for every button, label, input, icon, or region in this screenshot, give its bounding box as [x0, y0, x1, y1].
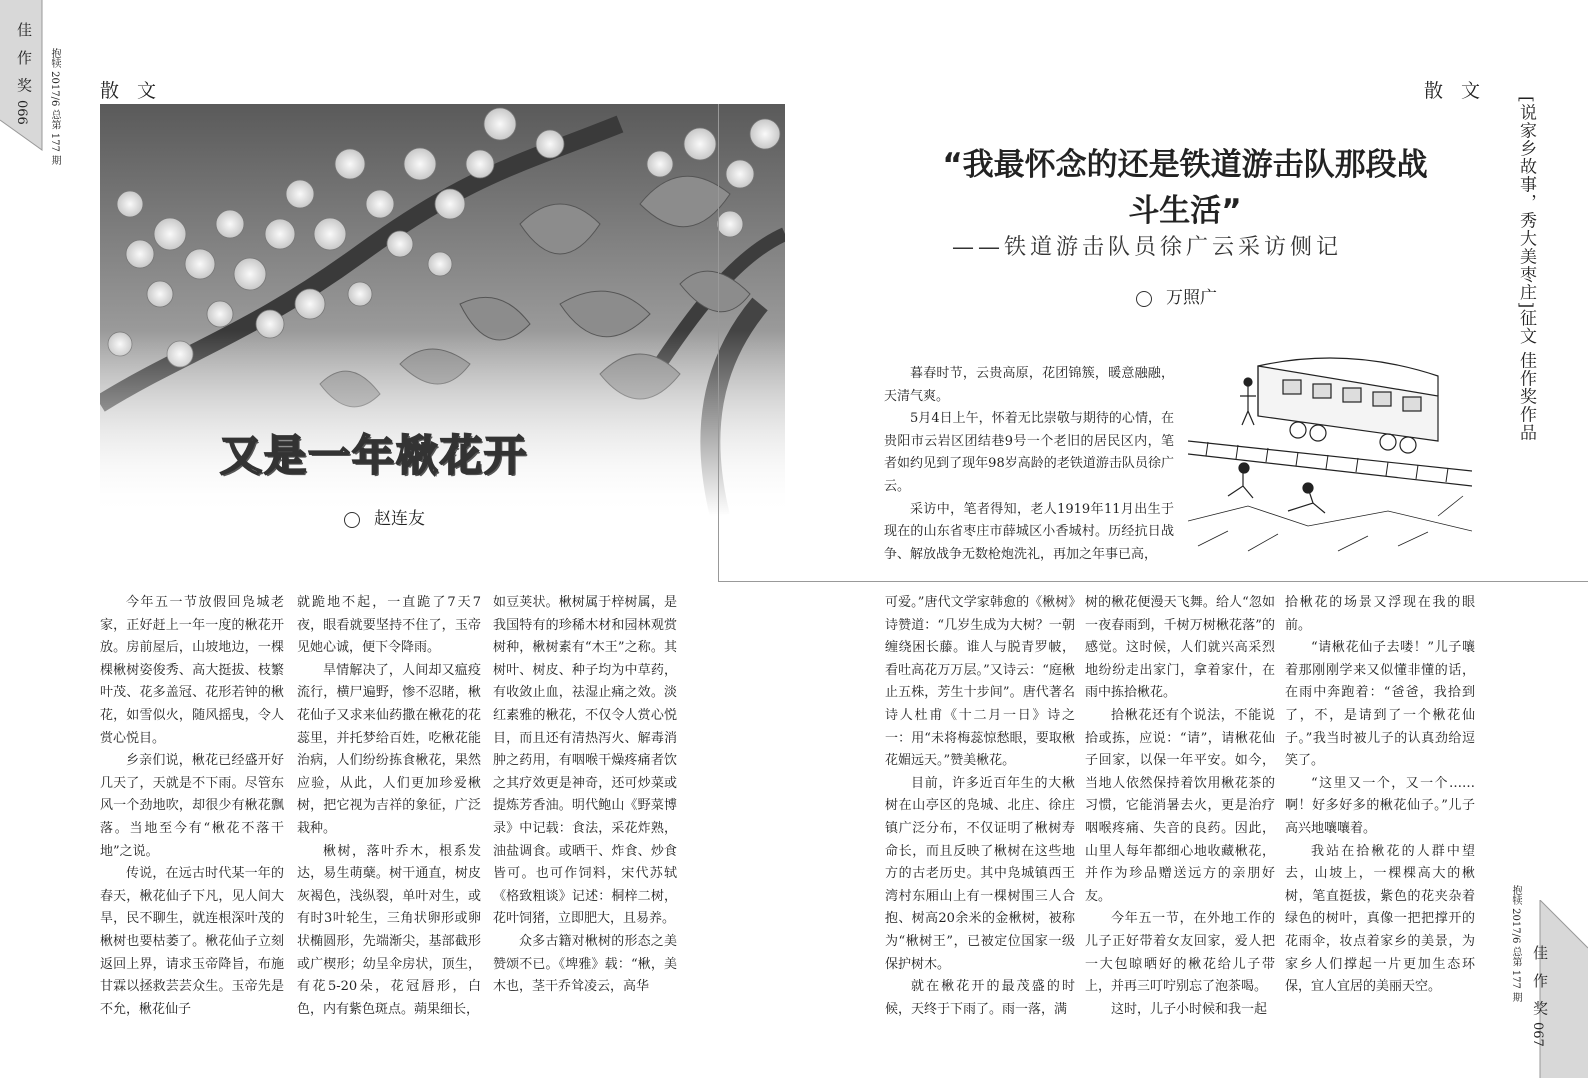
paragraph: 这时，儿子小时候和我一起	[1111, 1001, 1268, 1017]
paragraph: 目前，许多近百年生的大楸树在山亭区的凫城、北庄、徐庄镇广泛分布，不仅证明了楸树寿命长，而且反映了楸树在这些地方的古老历史。其中凫城镇西王湾村东厢山上有一棵树围三人合抱、树高20余米的金楸树，被称为“楸树王”，已被定位国家一级保护树木。	[885, 775, 1075, 972]
author-ring-icon	[344, 512, 360, 528]
paragraph: 拾楸花还有个说法，不能说拾或拣，应说：“请”，请楸花仙子回家，以保一年平安。如今，当地人依然保持着饮用楸花茶的习惯，它能消暑去火，更是治疗咽喉疼痛、失音的良药。因此，山里人每年都细心地收藏楸花，并作为珍品赠送远方的亲朋好友。	[1085, 707, 1275, 904]
paragraph: 5月4日上午，怀着无比崇敬与期待的心情，在贵阳市云岩区团结巷9号一个老旧的居民区内，笔者如约见到了现年98岁高龄的老铁道游击队员徐广云。	[884, 411, 1174, 494]
author-ring-icon	[1136, 291, 1152, 307]
article-subtitle: ——铁道游击队员徐广云采访侧记	[952, 235, 1343, 260]
paragraph: 拾楸花的场景又浮现在我的眼前。	[1285, 595, 1475, 633]
left-column-2	[297, 592, 481, 1021]
author-name-left: 赵连友	[374, 509, 425, 529]
article-title: “我最怀念的还是铁道游击队那段战斗生活”	[942, 147, 1428, 229]
page-number-right: 067	[1530, 1022, 1545, 1047]
paragraph: 树的楸花便漫天飞舞。给人“忽如一夜春雨到，千树万树楸花落”的感觉。这时候，人们就兴高采烈地纷纷走出家门，拿着家什，在雨中拣拾楸花。	[1085, 595, 1275, 701]
side-tab-label-right: 佳 作 奖	[1531, 945, 1549, 1020]
hero-title: 又是一年楸花开	[220, 431, 529, 480]
series-label: [说家乡故事，秀大美枣庄]征文 佳作奖作品	[1516, 96, 1536, 442]
author-right	[1136, 283, 1217, 308]
left-column-1	[100, 592, 284, 1021]
paragraph: “请楸花仙子去喽！”儿子嚷着那刚刚学来又似懂非懂的话，在雨中奔跑着：“爸爸，我拾到了，不，是请到了一个楸花仙子。”我当时被儿子的认真劲给逗笑了。	[1285, 640, 1475, 769]
side-tab-label-left: 佳 作 奖	[15, 22, 33, 97]
paragraph: 今年五一节放假回凫城老家，正好赶上一年一度的楸花开放。房前屋后，山坡地边，一棵棵楸树姿俊秀、高大挺拔、枝繁叶茂、花多盖冠、花形若钟的楸花，如雪似火，随风摇曳，令人赏心悦目。	[100, 595, 284, 746]
paragraph: 传说，在远古时代某一年的春天，楸花仙子下凡，见人间大旱，民不聊生，就连根深叶茂的楸树也要枯萎了。楸花仙子立刻返回上界，请求玉帝降旨，布施甘霖以拯救芸芸众生。玉帝先是不允，楸花仙子	[100, 866, 284, 1017]
train-illustration	[1188, 346, 1472, 556]
section-label-right: 散 文	[1424, 80, 1487, 102]
intro-text	[884, 363, 1174, 566]
paragraph: 今年五一节，在外地工作的儿子正好带着女友回家，爱人把一大包晾晒好的楸花给儿子带上，并再三叮咛别忘了泡茶喝。	[1085, 911, 1275, 995]
right-column-3	[1285, 592, 1475, 999]
paragraph: 楸树，落叶乔木，根系发达，易生萌蘖。树干通直，树皮灰褐色，浅纵裂，单叶对生，或有时3叶轮生，三角状卵形或卵状椭圆形，先端渐尖，基部截形或广楔形；幼呈伞房状，顶生，有花5-20朵，花冠唇形，白色，内有紫色斑点。蒴果细长，	[297, 843, 481, 1017]
right-column-1	[885, 592, 1075, 1021]
author-left	[344, 504, 425, 529]
author-name-right: 万照广	[1166, 288, 1217, 308]
section-label-left: 散 文	[100, 80, 163, 102]
paragraph: 采访中，笔者得知，老人1919年11月出生于现在的山东省枣庄市薛城区小香城村。历经抗日战争、解放战争无数枪炮洗礼，再加之年事已高，	[884, 501, 1174, 562]
paragraph: “这里又一个，又一个……啊！好多好多的楸花仙子。”儿子高兴地嚷嚷着。	[1285, 775, 1475, 836]
paragraph: 如豆荚状。楸树属于梓树属，是我国特有的珍稀木材和园林观赏树种，楸树素有“木王”之称。其树叶、树皮、种子均为中草药，有收敛止血，祛湿止痛之效。淡红素雅的楸花，不仅令人赏心悦目，而且还有清热泻火、解毒消肿之药用，有咽喉干燥疼痛者饮之其疗效更是神奇，还可炒菜或提炼芳香油。明代鲍山《野菜博录》中记载：食法，采花炸熟，油盐调食。或晒干、炸食、炒食皆可。也可作饲料，宋代苏轼《格致粗谈》记述：桐梓二树，花叶饲猪，立即肥大，且易养。	[493, 595, 677, 927]
paragraph: 乡亲们说，楸花已经盛开好几天了，天就是不下雨。尽管东风一个劲地吹，却很少有楸花飘落。当地至今有“楸花不落干地”之说。	[100, 753, 284, 859]
journal-line-right: 抱犊 2017/6 总第 177 期	[1510, 885, 1521, 1002]
page-number-left: 066	[14, 100, 29, 125]
paragraph: 可爱。”唐代文学家韩愈的《楸树》诗赞道：“几岁生成为大树？一朝缠绕困长藤。谁人与脱青罗帔，看吐高花万万层。”又诗云：“庭楸止五株，芳生十步间”。唐代著名诗人杜甫《十二月一日》诗之一：用“未将梅蕊惊愁眼，要取楸花媚远天。”赞美楸花。	[885, 595, 1075, 769]
right-column-2	[1085, 592, 1275, 1021]
paragraph: 暮春时节，云贵高原，花团锦簇，暖意融融，天清气爽。	[884, 366, 1174, 404]
paragraph: 众多古籍对楸树的形态之美赞颂不已。《埤雅》载：“楸，美木也，茎干乔耸凌云，高华	[493, 933, 677, 995]
journal-line-left: 抱犊 2017/6 总第 177 期	[49, 48, 60, 165]
left-column-3	[493, 592, 677, 999]
paragraph: 就在楸花开的最茂盛的时候，天终于下雨了。雨一落，满	[885, 979, 1075, 1017]
paragraph: 就跪地不起，一直跪了7天7夜，眼看就要坚持不住了，玉帝见她心诚，便下令降雨。	[297, 595, 481, 656]
paragraph: 我站在拾楸花的人群中望去，山坡上，一棵棵高大的楸树，笔直挺拔，紫色的花夹杂着绿色的树叶，真像一把把撑开的花雨伞，妆点着家乡的美景，为家乡人们撑起一片更加生态环保，宜人宜居的美丽天空。	[1285, 843, 1475, 995]
paragraph: 旱情解决了，人间却又瘟疫流行，横尸遍野，惨不忍睹，楸花仙子又求来仙药撒在楸花的花蕊里，并托梦给百姓，吃楸花能治病，人们纷纷拣食楸花，果然应验，从此，人们更加珍爱楸树，把它视为吉祥的象征，广泛栽种。	[297, 662, 481, 836]
